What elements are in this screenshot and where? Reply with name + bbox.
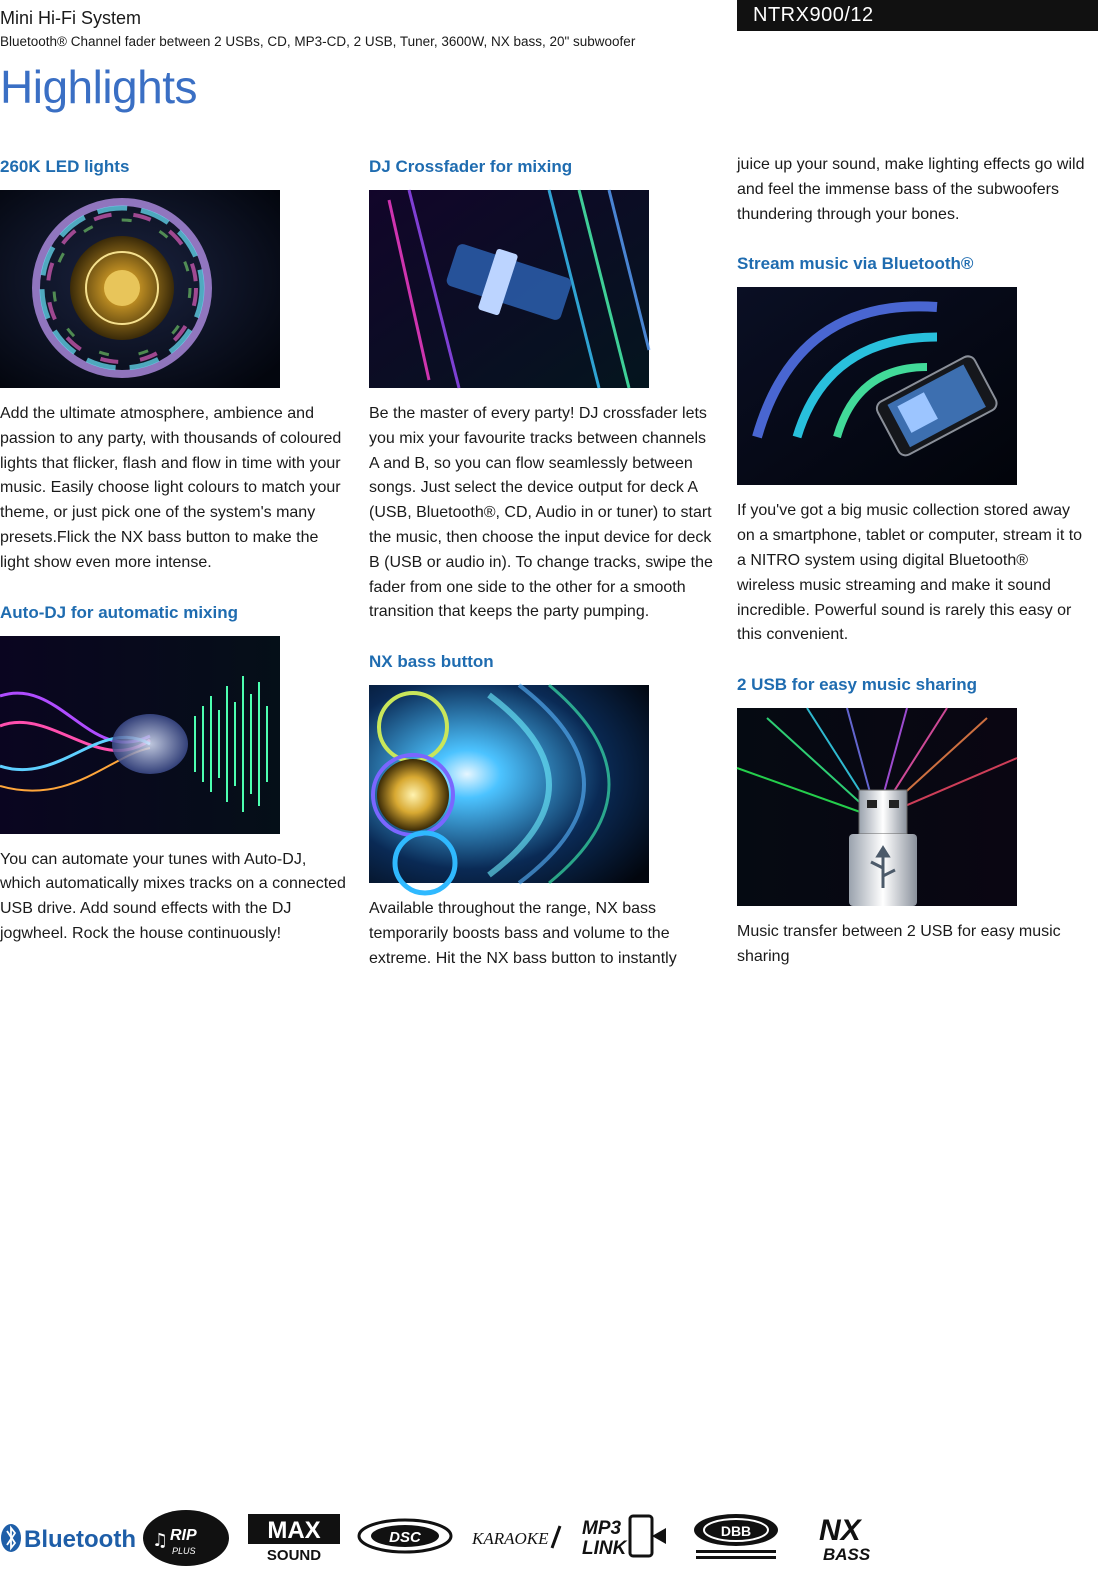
feature-title: Stream music via Bluetooth® — [737, 254, 974, 274]
feature-text: Available throughout the range, NX bass temporarily boosts bass and volume to the extreme. Hit the NX bass button to instantly — [369, 900, 677, 967]
dsc-logo-text: DSC — [389, 1529, 421, 1546]
svg-text:♫: ♫ — [152, 1530, 169, 1551]
feature-title: Auto-DJ for automatic mixing — [0, 602, 239, 622]
feature-text: Be the master of every party! DJ crossfader lets you mix your favourite tracks between channels A and B, so you can flow seamlessly between songs. Just select the device output for deck A (USB, Bluetooth®, CD, Audio in or tuner) to start the music, then choose the input device for deck B (USB or audio in). To change tracks, swipe the fader from one side to the other for a smooth transition that keeps the party pumping. — [369, 405, 713, 621]
feature-bluetooth — [737, 247, 1087, 648]
sound-logo-text: SOUND — [266, 1547, 322, 1564]
feature-title: 260K LED lights — [0, 157, 130, 176]
highlights-heading: Highlights — [0, 61, 197, 113]
feature-text-continued: juice up your sound, make lighting effects go wild and feel the immense bass of the subwoofers thundering through your bones. — [737, 156, 1085, 223]
feature-text: Music transfer between 2 USB for easy music sharing — [737, 923, 1061, 965]
feature-crossfader — [369, 150, 719, 625]
led-lights-image — [0, 190, 280, 388]
feature-title: 2 USB for easy music sharing — [737, 675, 977, 695]
mp3-link-logo — [580, 1508, 672, 1568]
usb-sharing-image — [737, 708, 1017, 906]
product-subtitle: Bluetooth® Channel fader between 2 USBs, CD, MP3-CD, 2 USB, Tuner, 3600W, NX bass, 20" subwoofer — [0, 34, 636, 49]
dsc-logo — [357, 1508, 453, 1568]
feature-auto-dj — [0, 596, 350, 947]
feature-text: You can automate your tunes with Auto-DJ, which automatically mixes tracks on a connected USB drive. Add sound effects with the DJ jogwheel. Rock the house continuously! — [0, 850, 346, 942]
feature-nx-bass-continued — [737, 153, 1087, 227]
nx-bass-image — [369, 685, 649, 883]
bluetooth-stream-image — [737, 287, 1017, 485]
feature-nx-bass — [369, 645, 719, 971]
plus-logo-text: PLUS — [172, 1546, 196, 1556]
dbb-logo — [690, 1508, 782, 1568]
column-2 — [369, 150, 719, 972]
feature-logo-bar — [0, 1508, 1098, 1572]
column-1 — [0, 150, 350, 947]
bass-logo-text: BASS — [823, 1545, 871, 1564]
rip-plus-logo — [142, 1508, 230, 1568]
dbb-logo-text: DBB — [720, 1523, 752, 1539]
mp3-logo-text: MP3 — [582, 1518, 622, 1539]
feature-title: NX bass button — [369, 652, 494, 672]
nx-bass-logo — [815, 1508, 881, 1568]
crossfader-image — [369, 190, 649, 388]
rip-logo-text: RIP — [170, 1527, 197, 1544]
feature-title: DJ Crossfader for mixing — [369, 157, 573, 176]
feature-text: Add the ultimate atmosphere, ambience and passion to any party, with thousands of coloured lights that flicker, flash and flow in time with your music. Easily choose light colours to match your theme, or just pick one of the system's many presets.Flick the NX bass button to make the light show even more intense. — [0, 405, 342, 571]
bluetooth-logo — [0, 1508, 136, 1568]
nx-logo-text: NX — [819, 1514, 861, 1547]
auto-dj-image — [0, 636, 280, 834]
max-sound-logo — [248, 1508, 340, 1568]
product-title: Mini Hi-Fi System — [0, 8, 142, 28]
max-logo-text: MAX — [267, 1517, 321, 1544]
model-badge: NTRX900/12 — [737, 0, 1098, 31]
feature-led-lights — [0, 150, 350, 576]
karaoke-logo-text: KARAOKE — [472, 1529, 549, 1548]
karaoke-logo — [468, 1508, 564, 1568]
column-3 — [737, 150, 1087, 970]
link-logo-text: LINK — [582, 1538, 627, 1559]
feature-usb — [737, 668, 1087, 970]
feature-text: If you've got a big music collection stored away on a smartphone, tablet or computer, stream it to a NITRO system using digital Bluetooth® wireless music streaming and make it sound incredible. Powerful sound is rarely this easy or this convenient. — [737, 502, 1083, 644]
bluetooth-logo-text: Bluetooth — [24, 1526, 136, 1553]
